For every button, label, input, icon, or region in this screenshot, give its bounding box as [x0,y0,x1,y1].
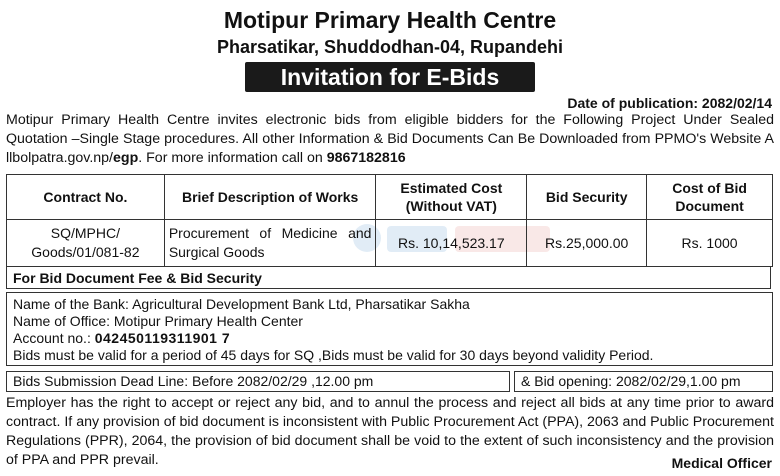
col-header-bid-security: Bid Security [527,175,647,220]
cell-estimated-cost: Rs. 10,14,523.17 [376,220,527,267]
invitation-banner: Invitation for E-Bids [245,62,535,92]
phone-number: 9867182816 [326,150,406,166]
col-header-contract-no: Contract No. [7,175,165,220]
bid-opening: & Bid opening: 2082/02/29,1.00 pm [514,371,773,392]
cell-doc-cost: Rs. 1000 [647,220,773,267]
table-header-row [7,175,773,220]
intro-paragraph [6,111,774,168]
intro-contact-text: . For more information call on [138,150,327,166]
intro-text: Motipur Primary Health Centre invites electronic bids from eligible bidders for the Following Project Under Sealed Quotation –Single Stage procedures. All other Information & Bid Documents Can Be Downloaded from PPMO's Website A llbolpatra.gov.np/ [6,112,774,166]
notice-title: Motipur Primary Health Centre [223,7,557,33]
account-line [13,330,766,347]
notice-address: Pharsatikar, Shuddodhan-04, Rupandehi [216,37,564,57]
table-row [7,220,773,267]
col-header-description: Brief Description of Works [164,175,376,220]
fee-section-details [6,292,773,366]
account-number: 042450119311901 7 [94,330,231,346]
office-name: Name of Office: Motipur Primary Health Center [13,313,303,329]
bid-table [6,174,773,267]
cell-bid-security: Rs.25,000.00 [527,220,647,267]
bank-name: Name of the Bank: Agricultural Development Bank Ltd, Pharsatikar Sakha [13,296,470,312]
bid-validity: Bids must be valid for a period of 45 days for SQ ,Bids must be valid for 30 days beyond validity Period. [13,347,654,363]
col-header-estimated-cost: Estimated Cost (Without VAT) [376,175,527,220]
account-label: Account no.: [13,330,95,346]
cell-description: Procurement of Medicine and Surgical Goods [164,220,376,267]
footer-paragraph: Employer has the right to accept or reject any bid, and to annul the process and reject all bids at any time prior to award contract. If any provision of bid document is inconsistent with Public Procurement Act (PPA), 2063 and Public Procurement Regulations (PPR), 2064, the provision of bid document shall be void to the extent of such inconsistency and the provision of PPA and PPR prevail. [6,395,774,468]
signature-title: Medical Officer [666,454,772,473]
website-suffix: egp [113,150,139,166]
cell-contract-no: SQ/MPHC/ Goods/01/081-82 [7,220,165,267]
publication-date: Date of publication: 2082/02/14 [567,95,772,111]
submission-deadline: Bids Submission Dead Line: Before 2082/02/29 ,12.00 pm [6,371,510,392]
fee-section-heading: For Bid Document Fee & Bid Security [6,266,771,289]
col-header-doc-cost: Cost of Bid Document [647,175,773,220]
